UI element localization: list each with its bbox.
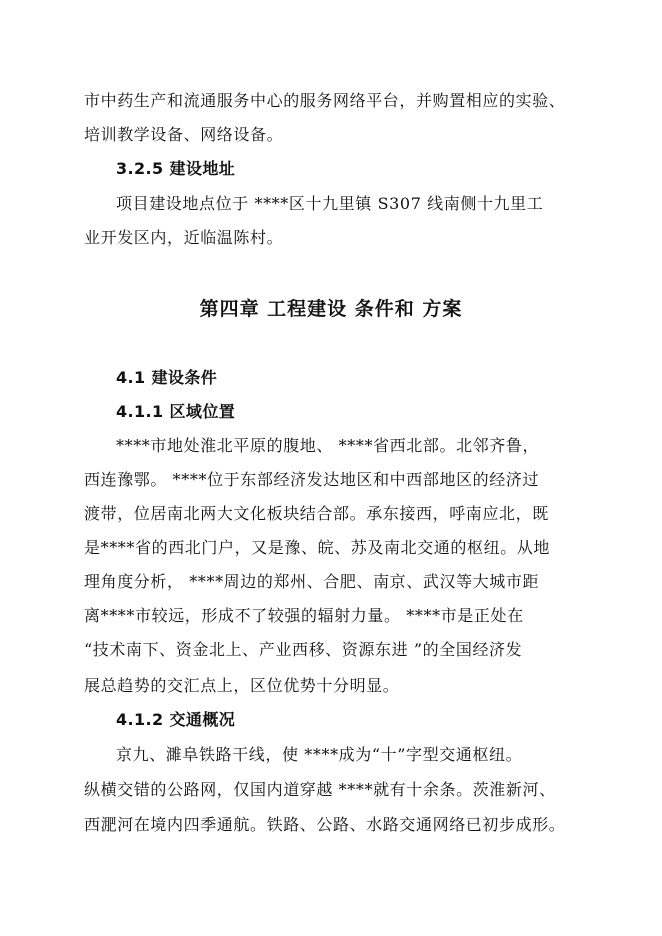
paragraph-line: 是****省的西北门户，又是豫、皖、苏及南北交通的枢纽。从地 [84, 538, 551, 557]
paragraph-line: 渡带，位居南北两大文化板块结合部。承东接西，呼南应北，既 [84, 504, 549, 523]
paragraph-line: ****市地处淮北平原的腹地、 ****省西北部。北邻齐鲁， [116, 436, 540, 455]
paragraph-line: 离****市较远，形成不了较强的辐射力量。 ****市是正处在 [84, 606, 524, 625]
section-heading-3-2-5: 3.2.5 建设地址 [116, 159, 236, 178]
paragraph-line: 纵横交错的公路网，仅国内道穿越 ****就有十余条。茨淮新河、 [84, 780, 556, 799]
paragraph-line: 项目建设地点位于 ****区十九里镇 S307 线南侧十九里工 [116, 194, 544, 213]
chapter-title: 第四章 工程建设 条件和 方案 [199, 298, 463, 320]
paragraph-line: 业开发区内，近临温陈村。 [84, 228, 284, 247]
section-heading-4-1-1: 4.1.1 区域位置 [116, 402, 236, 421]
paragraph-line: 理角度分析， ****周边的郑州、合肥、南京、武汉等大城市距 [84, 572, 540, 591]
paragraph-line: “技术南下、资金北上、产业西移、资源东进 ”的全国经济发 [84, 640, 523, 659]
section-heading-4-1: 4.1 建设条件 [116, 368, 218, 387]
paragraph-line: 西连豫鄂。 ****位于东部经济发达地区和中西部地区的经济过 [84, 470, 540, 489]
paragraph-line: 京九、濉阜铁路干线，使 ****成为“十”字型交通枢纽。 [116, 745, 523, 764]
paragraph-line: 市中药生产和流通服务中心的服务网络平台，并购置相应的实验、 [84, 91, 566, 110]
paragraph-line: 培训教学设备、网络设备。 [84, 125, 284, 144]
paragraph-line: 西淝河在境内四季通航。铁路、公路、水路交通网络已初步成形。 [84, 815, 566, 834]
paragraph-line: 展总趋势的交汇点上，区位优势十分明显。 [84, 676, 400, 695]
section-heading-4-1-2: 4.1.2 交通概况 [116, 710, 236, 729]
